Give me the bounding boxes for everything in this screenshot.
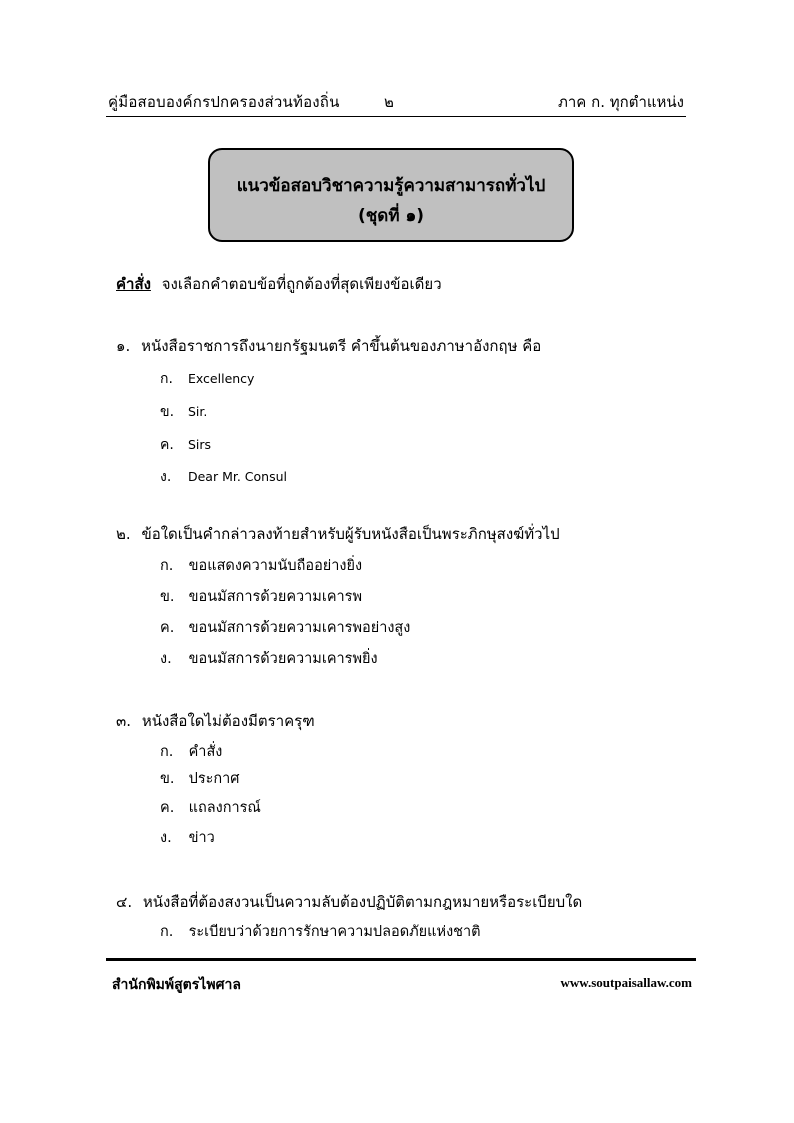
choice-text: Sirs [187,437,212,452]
choice-text: ข่าว [188,830,215,846]
page-footer [106,958,696,993]
choice-text: ขอนมัสการด้วยความเคารพอย่างสูง [188,620,411,636]
question-text: หนังสือใดไม่ต้องมีตราครุฑ [141,712,315,730]
question-4 [116,890,582,914]
question-1 [116,334,541,358]
choice-letter: ค. [160,437,174,453]
title-main: แนวข้อสอบวิชาความรู้ความสามารถทั่วไป [236,176,546,196]
choice-letter: ข. [160,404,175,420]
choice-letter: ค. [160,800,175,816]
choice-3a [160,740,222,763]
choice-letter: ก. [160,558,174,574]
choice-2c [160,616,410,639]
header-section: ภาค ก. ทุกตำแหน่ง [558,93,684,111]
choice-text: Dear Mr. Consul [187,469,288,484]
choice-3b [160,767,240,790]
page-header [106,86,686,117]
question-number: ๑. [116,337,131,355]
choice-letter: ง. [160,830,172,846]
header-book-title: คู่มือสอบองค์กรปกครองส่วนท้องถิ่น [108,93,340,111]
header-page-number: ๒ [384,93,394,111]
question-2 [116,522,560,546]
title-box [208,148,574,242]
question-text: หนังสือที่ต้องสงวนเป็นความลับต้องปฏิบัติตามกฎหมายหรือระเบียบใด [142,893,583,911]
choice-text: คำสั่ง [188,744,223,760]
choice-3d [160,826,215,849]
footer-website: www.soutpaisallaw.com [560,975,692,990]
choice-letter: ก. [160,744,174,760]
choice-text: Excellency [187,371,255,386]
question-number: ๔. [116,893,133,911]
choice-1a [160,368,254,390]
choice-3c [160,796,261,819]
instruction-text: จงเลือกคำตอบข้อที่ถูกต้องที่สุดเพียงข้อเดียว [161,275,442,293]
choice-2b [160,585,362,608]
question-number: ๓. [116,712,132,730]
choice-1c [160,434,211,456]
choice-text: ระเบียบว่าด้วยการรักษาความปลอดภัยแห่งชาติ [188,924,481,940]
choice-1b [160,401,207,423]
choice-2a [160,554,362,577]
question-text: หนังสือราชการถึงนายกรัฐมนตรี คำขึ้นต้นของภาษาอังกฤษ คือ [141,337,542,355]
choice-1d [160,466,287,488]
title-set-number: (ชุดที่ ๑) [357,206,425,226]
choice-letter: ข. [160,589,175,605]
choice-letter: ข. [160,771,175,787]
choice-4a [160,920,481,943]
choice-text: ขอนมัสการด้วยความเคารพยิ่ง [188,651,378,667]
choice-text: ประกาศ [188,771,240,787]
choice-letter: ค. [160,620,175,636]
choice-letter: ก. [160,371,173,387]
choice-letter: ง. [160,651,172,667]
instruction [116,272,442,296]
choice-letter: ก. [160,924,174,940]
choice-text: ขอนมัสการด้วยความเคารพ [188,589,363,605]
choice-text: ขอแสดงความนับถืออย่างยิ่ง [188,558,363,574]
choice-text: แถลงการณ์ [188,800,261,816]
question-3 [116,709,315,733]
choice-2d [160,647,378,670]
choice-text: Sir. [187,404,208,419]
question-text: ข้อใดเป็นคำกล่าวลงท้ายสำหรับผู้รับหนังสือเป็นพระภิกษุสงฆ์ทั่วไป [141,525,560,543]
question-number: ๒. [116,525,131,543]
instruction-label: คำสั่ง [116,275,151,293]
choice-letter: ง. [160,469,172,485]
footer-publisher: สำนักพิมพ์สูตรไพศาล [112,977,241,993]
